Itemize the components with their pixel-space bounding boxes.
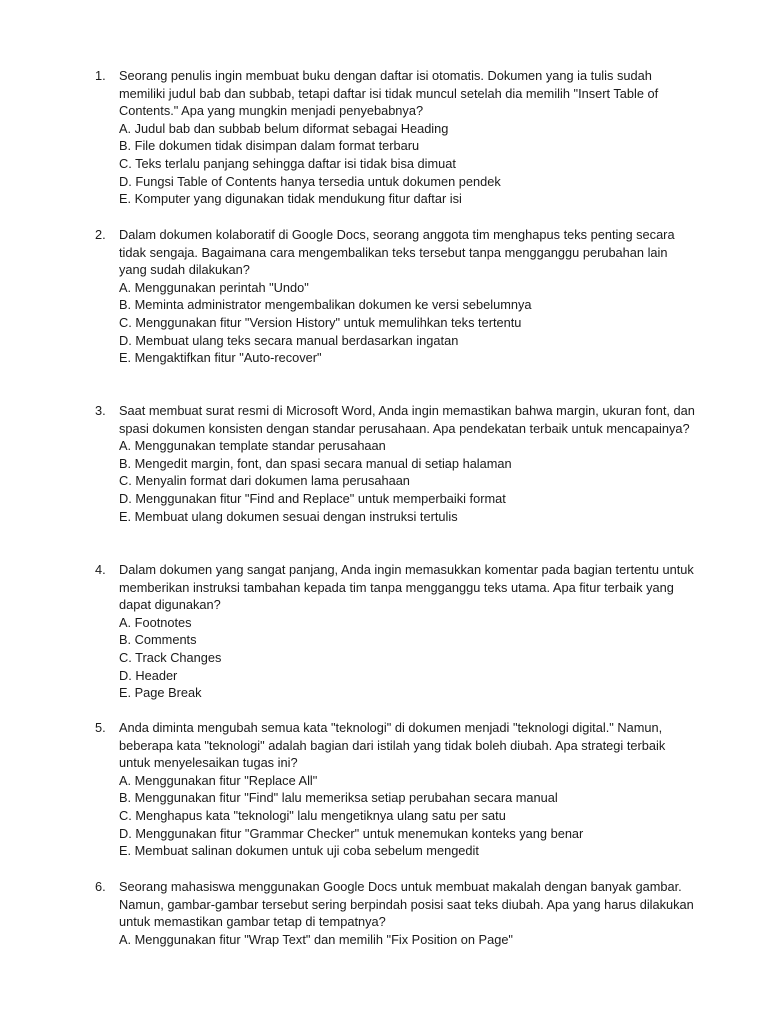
question-4 [95, 561, 695, 702]
question-1 [95, 67, 695, 208]
question-text: Seorang mahasiswa menggunakan Google Docs untuk membuat makalah dengan banyak gambar. Namun, gambar-gambar tersebut sering berpindah posisi saat teks diubah. Apa yang harus dilakukan untuk memastikan gambar tetap di tempatnya? [119, 879, 694, 930]
question-text: Anda diminta mengubah semua kata "teknologi" di dokumen menjadi "teknologi digital." Namun, beberapa kata "teknologi" adalah bagian dari istilah yang tidak boleh diubah. Apa strategi terbaik untuk menyelesaikan tugas ini? [119, 720, 666, 771]
option-d: D. Membuat ulang teks secara manual berdasarkan ingatan [119, 332, 459, 348]
option-e: E. Mengaktifkan fitur "Auto-recover" [119, 350, 322, 366]
option-c: C. Menggunakan fitur "Version History" untuk memulihkan teks tertentu [119, 314, 522, 330]
question-number: 2. [95, 227, 106, 242]
option-e: E. Membuat ulang dokumen sesuai dengan instruksi tertulis [119, 508, 458, 524]
option-d: D. Header [119, 667, 178, 683]
question-number: 1. [95, 68, 106, 83]
option-b: B. File dokumen tidak disimpan dalam format terbaru [119, 138, 420, 154]
option-b: B. Comments [119, 632, 197, 648]
option-d: D. Menggunakan fitur "Find and Replace" untuk memperbaiki format [119, 490, 506, 506]
option-b: B. Mengedit margin, font, dan spasi secara manual di setiap halaman [119, 455, 512, 471]
question-3 [95, 402, 695, 525]
option-c: C. Track Changes [119, 649, 222, 665]
option-e: E. Membuat salinan dokumen untuk uji coba sebelum mengedit [119, 843, 479, 859]
question-text: Dalam dokumen kolaboratif di Google Docs, seorang anggota tim menghapus teks penting secara tidak sengaja. Bagaimana cara mengembalikan teks tersebut tanpa mengganggu perubahan lain yang sudah dilakukan? [119, 227, 675, 278]
question-text: Saat membuat surat resmi di Microsoft Word, Anda ingin memastikan bahwa margin, ukuran font, dan spasi dokumen konsisten dengan standar perusahaan. Apa pendekatan terbaik untuk mencapainya? [119, 403, 695, 436]
question-number: 5. [95, 720, 106, 735]
question-number: 4. [95, 562, 106, 577]
option-a: A. Menggunakan perintah "Undo" [119, 279, 309, 295]
option-a: A. Menggunakan template standar perusahaan [119, 438, 386, 454]
question-5 [95, 719, 695, 860]
option-d: D. Fungsi Table of Contents hanya tersedia untuk dokumen pendek [119, 173, 501, 189]
option-c: C. Menghapus kata "teknologi" lalu mengetiknya ulang satu per satu [119, 807, 506, 823]
question-text: Dalam dokumen yang sangat panjang, Anda ingin memasukkan komentar pada bagian tertentu untuk memberikan instruksi tambahan kepada tim tanpa mengganggu teks utama. Apa fitur terbaik yang dapat digunakan? [119, 562, 694, 613]
option-a: A. Menggunakan fitur "Wrap Text" dan memilih "Fix Position on Page" [119, 931, 513, 947]
option-d: D. Menggunakan fitur "Grammar Checker" untuk menemukan konteks yang benar [119, 825, 584, 841]
question-number: 3. [95, 403, 106, 418]
option-e: E. Komputer yang digunakan tidak mendukung fitur daftar isi [119, 191, 462, 207]
question-text: Seorang penulis ingin membuat buku dengan daftar isi otomatis. Dokumen yang ia tulis sudah memiliki judul bab dan subbab, tetapi daftar isi tidak muncul setelah dia memilih "Insert Table of Contents." Apa yang mungkin menjadi penyebabnya? [119, 68, 659, 119]
option-e: E. Page Break [119, 685, 202, 701]
option-a: A. Judul bab dan subbab belum diformat sebagai Heading [119, 120, 449, 136]
option-c: C. Menyalin format dari dokumen lama perusahaan [119, 473, 410, 489]
question-6 [95, 878, 695, 948]
option-a: A. Menggunakan fitur "Replace All" [119, 772, 318, 788]
option-b: B. Menggunakan fitur "Find" lalu memeriksa setiap perubahan secara manual [119, 790, 558, 806]
question-number: 6. [95, 879, 106, 894]
option-b: B. Meminta administrator mengembalikan dokumen ke versi sebelumnya [119, 297, 532, 313]
question-2 [95, 226, 695, 367]
option-a: A. Footnotes [119, 614, 192, 630]
option-c: C. Teks terlalu panjang sehingga daftar isi tidak bisa dimuat [119, 155, 456, 171]
